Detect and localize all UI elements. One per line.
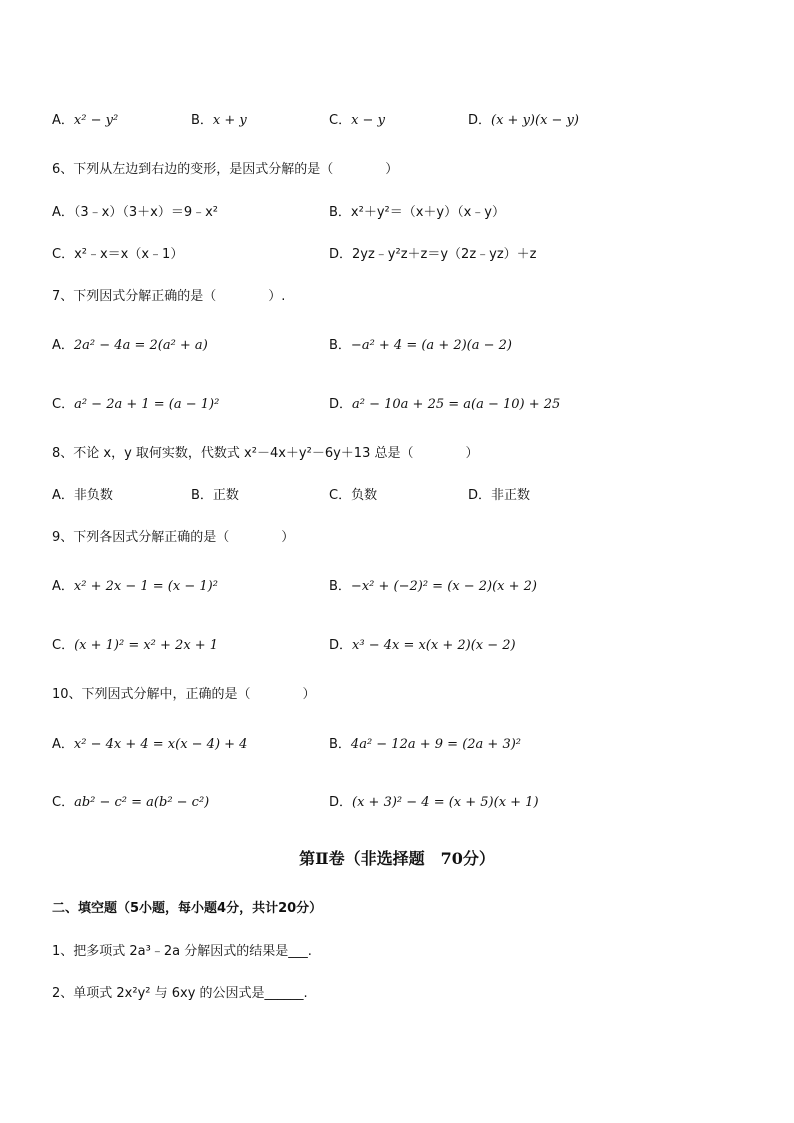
option-expression: x + y bbox=[212, 113, 247, 128]
q5-option-d bbox=[468, 109, 579, 128]
option-expression: −a² + 4 = (a + 2)(a − 2) bbox=[350, 338, 513, 353]
q6-stem: 6、下列从左边到右边的变形，是因式分解的是（ ） bbox=[52, 162, 399, 177]
option-label: D． bbox=[468, 113, 492, 128]
option-label: A． bbox=[52, 113, 74, 128]
q8-stem: 8、不论 x，y 取何实数，代数式 x²－4x＋y²－6y＋13 总是（ ） bbox=[52, 446, 479, 461]
q10-stem: 10、下列因式分解中，正确的是（ ） bbox=[52, 687, 316, 702]
option-expression: a² − 2a + 1 = (a − 1)² bbox=[74, 397, 220, 412]
option-label: B． bbox=[329, 579, 351, 594]
q7-option-b bbox=[329, 334, 512, 353]
q10-option-a bbox=[52, 733, 247, 752]
option-expression: 2a² − 4a = 2(a² + a) bbox=[73, 338, 208, 353]
q9-option-c bbox=[52, 634, 218, 653]
q6-option-d: D．2yz﹣y²z＋z＝y（2z﹣yz）＋z bbox=[329, 247, 537, 262]
q5-option-b bbox=[191, 109, 247, 128]
option-expression: (x + 1)² = x² + 2x + 1 bbox=[74, 638, 219, 653]
option-label: D． bbox=[329, 638, 353, 653]
q6-option-c: C．x²﹣x＝x（x﹣1） bbox=[52, 247, 184, 262]
option-label: C． bbox=[52, 397, 75, 412]
option-label: B． bbox=[191, 113, 213, 128]
q9-stem: 9、下列各因式分解正确的是（ ） bbox=[52, 530, 295, 545]
option-expression: x − y bbox=[351, 113, 385, 128]
q10-option-d bbox=[329, 791, 539, 810]
option-label: A． bbox=[52, 579, 74, 594]
option-label: D． bbox=[329, 397, 353, 412]
option-label: C． bbox=[52, 638, 75, 653]
q6-option-b: B．x²＋y²＝（x＋y）（x﹣y） bbox=[329, 205, 506, 220]
q9-option-b bbox=[329, 575, 537, 594]
q5-option-a bbox=[52, 109, 118, 128]
option-expression: x² + 2x − 1 = (x − 1)² bbox=[73, 579, 218, 594]
option-expression: ab² − c² = a(b² − c²) bbox=[74, 795, 210, 810]
q8-option-c: C．负数 bbox=[329, 488, 378, 503]
q7-option-c bbox=[52, 393, 219, 412]
option-expression: (x + 3)² − 4 = (x + 5)(x + 1) bbox=[352, 795, 539, 810]
q8-option-b: B．正数 bbox=[191, 488, 239, 503]
q10-option-c bbox=[52, 791, 209, 810]
option-label: D． bbox=[329, 795, 353, 810]
option-expression: x³ − 4x = x(x + 2)(x − 2) bbox=[352, 638, 516, 653]
option-expression: (x + y)(x − y) bbox=[491, 113, 579, 128]
q9-option-d bbox=[329, 634, 516, 653]
q8-option-a: A．非负数 bbox=[52, 488, 113, 503]
option-expression: 4a² − 12a + 9 = (2a + 3)² bbox=[350, 737, 521, 752]
q5-option-c bbox=[329, 109, 385, 128]
option-label: C． bbox=[329, 113, 352, 128]
q7-option-a bbox=[52, 334, 208, 353]
fill-question-2: 2、单项式 2x²y² 与 6xy 的公因式是______. bbox=[52, 986, 308, 1001]
section-title: 第Ⅱ卷（非选择题 70分） bbox=[299, 849, 495, 868]
q8-option-d: D．非正数 bbox=[468, 488, 531, 503]
q6-option-a: A．（3﹣x）（3＋x）＝9﹣x² bbox=[52, 205, 218, 220]
option-label: B． bbox=[329, 737, 351, 752]
part-title: 二、填空题（5小题，每小题4分，共计20分） bbox=[52, 901, 323, 916]
q9-option-a bbox=[52, 575, 218, 594]
option-label: A． bbox=[52, 737, 74, 752]
option-expression: x² − 4x + 4 = x(x − 4) + 4 bbox=[73, 737, 248, 752]
q7-option-d bbox=[329, 393, 560, 412]
option-expression: a² − 10a + 25 = a(a − 10) + 25 bbox=[352, 397, 561, 412]
option-expression: −x² + (−2)² = (x − 2)(x + 2) bbox=[350, 579, 537, 594]
option-label: C． bbox=[52, 795, 75, 810]
q10-option-b bbox=[329, 733, 521, 752]
q7-stem: 7、下列因式分解正确的是（ ）. bbox=[52, 289, 286, 304]
fill-question-1: 1、把多项式 2a³﹣2a 分解因式的结果是___. bbox=[52, 944, 312, 959]
option-expression: x² − y² bbox=[73, 113, 119, 128]
option-label: A． bbox=[52, 338, 74, 353]
option-label: B． bbox=[329, 338, 351, 353]
